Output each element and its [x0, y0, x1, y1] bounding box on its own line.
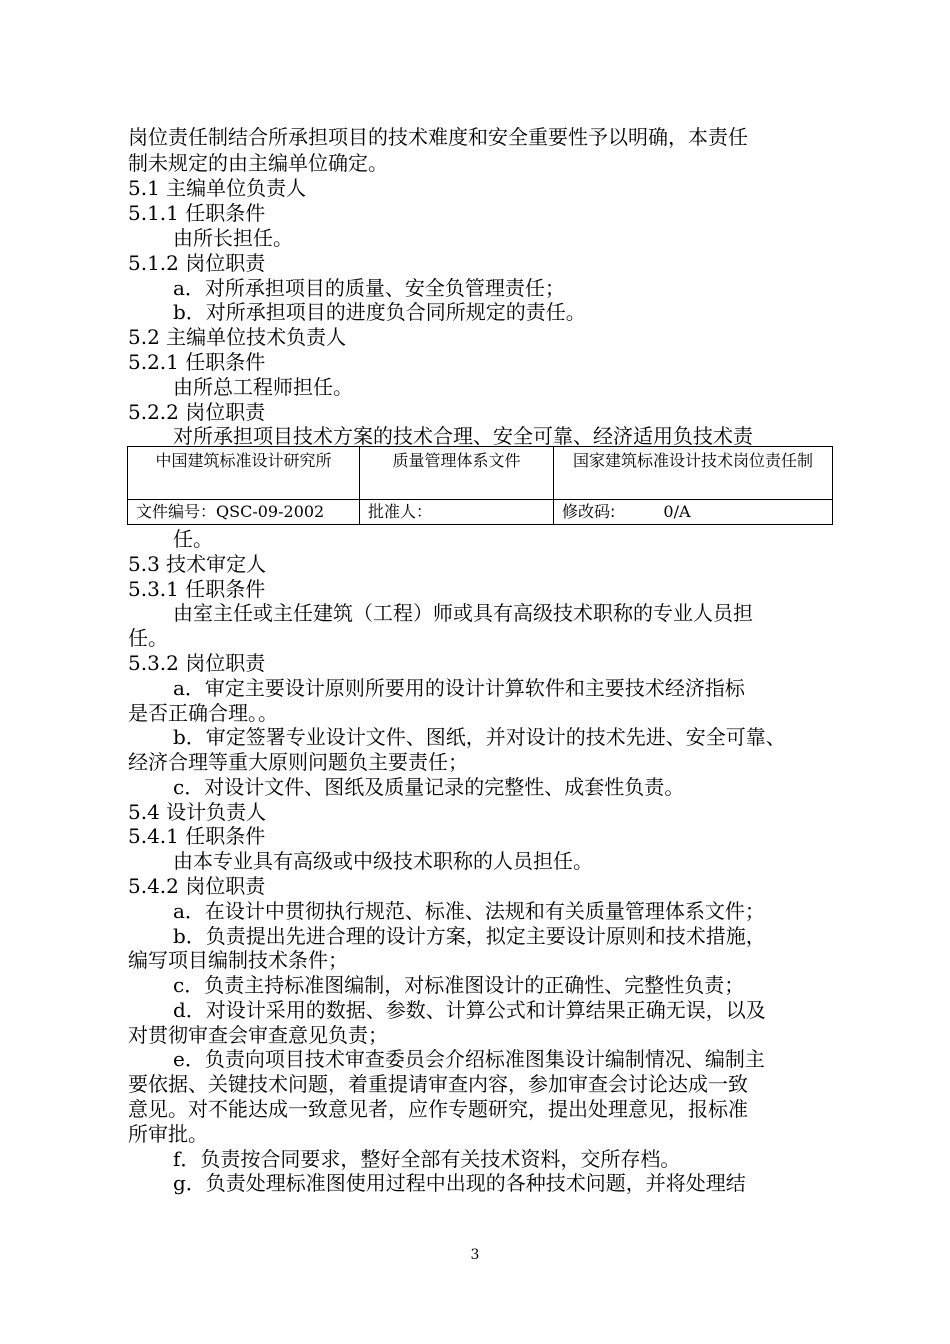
list-item-continuation: 所审批。	[128, 1122, 208, 1146]
doc-number-cell	[128, 500, 360, 525]
list-item-continuation: 是否正确合理。。	[128, 701, 278, 725]
paragraph-line: 任。	[173, 527, 213, 551]
paragraph-line: 由室主任或主任建筑（工程）师或具有高级技术职称的专业人员担	[173, 601, 753, 625]
section-heading: 5.1 主编单位负责人	[128, 176, 307, 200]
list-item: f．负责按合同要求，整好全部有关技术资料，交所存档。	[173, 1147, 681, 1171]
org-name: 中国建筑标准设计研究所	[155, 451, 332, 470]
revision-code: 0/A	[663, 502, 691, 521]
section-heading: 5.4 设计负责人	[128, 800, 267, 824]
section-heading: 5.2 主编单位技术负责人	[128, 325, 347, 349]
list-item-continuation: 经济合理等重大原则问题负主要责任；	[128, 750, 468, 774]
doc-type-cell	[360, 447, 554, 500]
list-item-continuation: 对贯彻审查会审查意见负责；	[128, 1023, 388, 1047]
subsection-heading: 5.4.1 任职条件	[128, 824, 266, 848]
subsection-heading: 5.3.1 任职条件	[128, 577, 266, 601]
list-item: d．对设计采用的数据、参数、计算公式和计算结果正确无误，以及	[173, 998, 766, 1022]
paragraph-line: 对所承担项目技术方案的技术合理、安全可靠、经济适用负技术责	[173, 424, 753, 448]
list-item: g．负责处理标准图使用过程中出现的各种技术问题，并将处理结	[173, 1171, 746, 1195]
paragraph-line: 任。	[128, 626, 168, 650]
approver-label: 批准人：	[368, 502, 433, 521]
doc-number: QSC-09-2002	[216, 502, 325, 521]
subsection-heading: 5.2.2 岗位职责	[128, 400, 266, 424]
paragraph-line: 由所总工程师担任。	[173, 375, 353, 399]
list-item: c．对设计文件、图纸及质量记录的完整性、成套性负责。	[173, 775, 685, 799]
approver-cell	[360, 500, 554, 525]
list-item: e．负责向项目技术审查委员会介绍标准图集设计编制情况、编制主	[173, 1047, 765, 1071]
paragraph-line: 制未规定的由主编单位确定。	[128, 151, 388, 175]
document-header-table	[127, 446, 833, 525]
list-item: c．负责主持标准图编制，对标准图设计的正确性、完整性负责；	[173, 973, 745, 997]
doc-number-label: 文件编号：	[136, 502, 217, 521]
revision-label: 修改码:	[562, 502, 616, 521]
paragraph-line: 由本专业具有高级或中级技术职称的人员担任。	[173, 849, 593, 873]
list-item: b．对所承担项目的进度负合同所规定的责任。	[173, 300, 586, 324]
subsection-heading: 5.4.2 岗位职责	[128, 874, 266, 898]
doc-title-cell	[554, 447, 833, 500]
list-item: a．在设计中贯彻执行规范、标准、法规和有关质量管理体系文件；	[173, 899, 765, 923]
section-heading: 5.3 技术审定人	[128, 552, 267, 576]
list-item-continuation: 编写项目编制技术条件；	[128, 948, 348, 972]
subsection-heading: 5.1.2 岗位职责	[128, 251, 266, 275]
list-item: a．对所承担项目的质量、安全负管理责任；	[173, 276, 565, 300]
list-item: a．审定主要设计原则所要用的设计计算软件和主要技术经济指标	[173, 676, 745, 700]
list-item: b．负责提出先进合理的设计方案，拟定主要设计原则和技术措施，	[173, 924, 766, 948]
list-item-continuation: 要依据、关键技术问题，着重提请审查内容，参加审查会讨论达成一致	[128, 1072, 748, 1096]
paragraph-line: 岗位责任制结合所承担项目的技术难度和安全重要性予以明确，本责任	[128, 125, 748, 149]
revision-cell	[554, 500, 833, 525]
doc-type: 质量管理体系文件	[392, 451, 521, 470]
list-item-continuation: 意见。对不能达成一致意见者，应作专题研究，提出处理意见，报标准	[128, 1097, 748, 1121]
subsection-heading: 5.3.2 岗位职责	[128, 651, 266, 675]
subsection-heading: 5.2.1 任职条件	[128, 350, 266, 374]
subsection-heading: 5.1.1 任职条件	[128, 201, 266, 225]
org-name-cell	[128, 447, 360, 500]
doc-title: 国家建筑标准设计技术岗位责任制	[572, 451, 813, 470]
paragraph-line: 由所长担任。	[173, 226, 293, 250]
list-item: b．审定签署专业设计文件、图纸，并对设计的技术先进、安全可靠、	[173, 725, 786, 749]
page-number: 3	[470, 1247, 480, 1263]
